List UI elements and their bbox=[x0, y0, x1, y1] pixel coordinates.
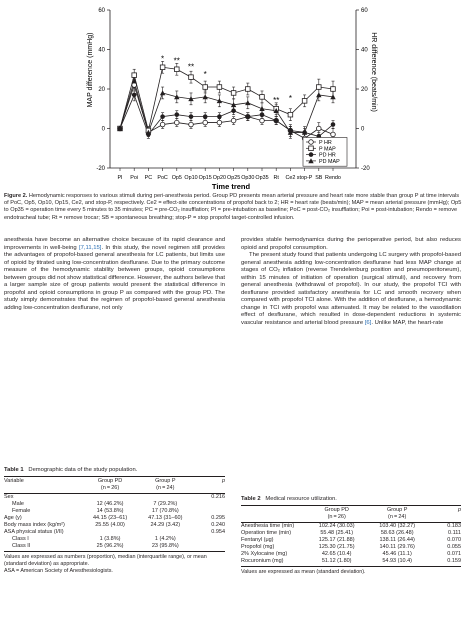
y-tick-label: 40 bbox=[98, 47, 105, 54]
table-cell-p-value: 0.183 bbox=[447, 523, 461, 529]
y2-tick-label: 40 bbox=[361, 47, 368, 54]
significance-marker: * bbox=[161, 54, 165, 64]
table-cell-label: Rocuronium (mg) bbox=[241, 558, 307, 567]
table-row bbox=[4, 494, 225, 502]
legend-marker bbox=[309, 140, 314, 145]
legend-label: PD MAP bbox=[319, 158, 340, 165]
table-cell-label: Male bbox=[12, 501, 24, 507]
table-cell-group-pd: 25.55 (4.00) bbox=[95, 522, 125, 528]
table-cell-group-pd: 14 (53.8%) bbox=[96, 508, 124, 514]
data-point bbox=[175, 67, 180, 72]
y2-tick-label: -20 bbox=[361, 166, 370, 173]
table-cell-group-p: 17 (70.8%) bbox=[151, 508, 179, 514]
significance-marker: ** bbox=[187, 62, 195, 72]
series-line bbox=[120, 81, 333, 132]
x-tick-label: Op15 bbox=[198, 175, 212, 181]
table-cell-group-p: 47.13 (31–60) bbox=[148, 515, 183, 521]
table-cell-group-pd: 102.24 (30.03) bbox=[318, 523, 355, 529]
table-cell-group-pd: 125.17 (21.88) bbox=[318, 537, 355, 543]
data-point bbox=[317, 126, 322, 131]
data-point bbox=[203, 120, 208, 125]
table-cell-group-p: 140.11 (29.76) bbox=[379, 544, 415, 550]
table-row bbox=[4, 543, 225, 552]
figure-caption bbox=[4, 193, 462, 222]
significance-marker: * bbox=[288, 93, 292, 103]
x-tick-label: PI bbox=[117, 175, 123, 181]
x-tick-label: stop-P bbox=[296, 175, 313, 181]
table-row bbox=[4, 501, 225, 508]
table-cell-group-p: 23 (95.8%) bbox=[137, 543, 194, 552]
table-title: Table 2 Medical resource utilization. bbox=[241, 496, 337, 502]
table-cell-group-p: 54.93 (10.4) bbox=[366, 558, 428, 567]
data-point bbox=[260, 95, 265, 100]
data-point bbox=[288, 112, 293, 117]
series-line bbox=[120, 67, 333, 130]
table-header: Group P bbox=[366, 506, 428, 515]
table-cell-p-value: 0.071 bbox=[447, 551, 461, 557]
chart-legend bbox=[303, 138, 347, 167]
data-point bbox=[132, 83, 137, 88]
data-point bbox=[274, 118, 279, 123]
significance-marker: * bbox=[203, 70, 207, 80]
table-cell-p-value: 0.159 bbox=[428, 558, 461, 567]
table-cell-group-pd: 1 (3.8%) bbox=[99, 536, 121, 542]
table-footnote: ASA = American Society of Anesthesiologists. bbox=[4, 567, 113, 574]
data-point bbox=[189, 114, 194, 119]
body-paragraph: provides stable hemodynamics during the perioperative period, but also reduces opioid and propofol consumption. bbox=[241, 237, 461, 251]
legend-marker bbox=[309, 152, 314, 157]
table-row bbox=[241, 551, 461, 558]
table-row bbox=[4, 536, 225, 543]
table-cell-group-p: 45.46 (11.1) bbox=[382, 551, 412, 557]
figure-label: Figure 2. bbox=[4, 193, 28, 199]
table-cell-p-value: 0.240 bbox=[211, 522, 225, 528]
table-cell-group-pd: 44.15 (23–61) bbox=[92, 515, 128, 521]
data-point bbox=[302, 99, 307, 104]
table-row bbox=[4, 522, 225, 529]
legend-marker bbox=[309, 146, 314, 151]
x-tick-label: Op20 bbox=[212, 175, 226, 181]
table-cell-group-p: 24.29 (3.42) bbox=[150, 522, 181, 528]
table-cell-group-p: 103.40 (32.27) bbox=[379, 523, 416, 529]
x-tick-label: Op35 bbox=[255, 175, 269, 181]
table-cell-group-pd: 12 (46.2%) bbox=[96, 501, 124, 507]
data-point bbox=[217, 114, 222, 119]
table-row bbox=[241, 537, 461, 544]
y2-tick-label: 60 bbox=[361, 8, 368, 15]
table-cell-group-pd: 51.12 (1.80) bbox=[307, 558, 366, 567]
table-footnote: Values are expressed as mean (standard deviation). bbox=[241, 569, 366, 575]
table-cell-group-p: 58.63 (26.48) bbox=[380, 530, 414, 536]
table-row bbox=[241, 523, 461, 531]
y-axis-label: MAP difference (mmHg) bbox=[87, 32, 94, 108]
table-cell-group-p: 1 (4.2%) bbox=[154, 536, 176, 542]
y-tick-label: -20 bbox=[96, 166, 105, 173]
data-point bbox=[331, 132, 336, 137]
table-cell-group-pd bbox=[84, 494, 137, 502]
data-point bbox=[160, 90, 165, 95]
data-point bbox=[160, 65, 165, 70]
table-cell-p-value bbox=[194, 501, 225, 508]
data-point bbox=[231, 118, 236, 123]
table-cell-label: 2% Xylocaine (mg) bbox=[241, 551, 288, 557]
table-cell-label: Propofol (mg) bbox=[241, 544, 275, 550]
x-tick-label: PoC bbox=[157, 175, 168, 181]
table-cell-p-value bbox=[194, 543, 225, 552]
data-point bbox=[260, 118, 265, 123]
table-cell-p-value: 0.954 bbox=[211, 529, 225, 535]
data-point bbox=[189, 122, 194, 127]
figure-2-chart bbox=[0, 0, 466, 192]
y2-axis-label: HR difference (beats/min) bbox=[370, 32, 377, 112]
data-point bbox=[175, 112, 180, 117]
y2-tick-label: 0 bbox=[361, 126, 365, 133]
table-cell-p-value: 0.070 bbox=[447, 537, 461, 543]
x-tick-label: Op30 bbox=[241, 175, 255, 181]
table-row bbox=[4, 529, 225, 536]
table-cell-label: Age (y) bbox=[4, 515, 22, 521]
y-tick-label: 0 bbox=[101, 126, 105, 133]
table-cell-group-p: 138.11 (26.44) bbox=[379, 537, 415, 543]
table-cell-group-pd: 125.30 (21.75) bbox=[318, 544, 355, 550]
table-cell-group-p bbox=[137, 529, 194, 536]
table-cell-label: Sex bbox=[4, 494, 14, 500]
data-point bbox=[189, 75, 194, 80]
data-point bbox=[331, 87, 336, 92]
table-header: Group PD bbox=[84, 477, 137, 486]
table-row bbox=[4, 515, 225, 522]
table-cell-group-p: 7 (29.2%) bbox=[153, 501, 178, 507]
table-cell-label: Female bbox=[12, 508, 31, 514]
data-point bbox=[160, 122, 165, 127]
data-point bbox=[231, 91, 236, 96]
x-tick-label: Op25 bbox=[227, 175, 241, 181]
x-tick-label: Op5 bbox=[171, 175, 182, 181]
table-cell-label: Body mass index (kg/m²) bbox=[4, 522, 65, 528]
citation-link[interactable]: [7,11,15] bbox=[78, 244, 102, 251]
body-column-right bbox=[241, 237, 461, 328]
body-paragraph: anesthesia have become an alternative choice because of its rapid clearance and improvements in well-being [7,11,15]. In this study, the novel regimen still provides the advantages of propofol-based general anesthesia for LC patients, but limits use of opioid by titrated using low-concentration desflurane. Due to the primary outcome measure of the hemodynamic stability between groups, opioid consumptions between groups did not show statistical difference. However, the authors believe that a larger sample size of group patients would present the statistical difference in propofol and opioid consumptions in group P as compared with the group PD. The study simply demonstrates that the regimen of propofol-based general anesthesia adding low-concentration desflurane, not only bbox=[4, 237, 225, 311]
data-point bbox=[132, 93, 137, 98]
data-point bbox=[203, 85, 208, 90]
table-cell-p-value: 0.295 bbox=[211, 515, 225, 521]
table-cell-p-value: 0.111 bbox=[448, 530, 461, 536]
data-point bbox=[331, 122, 336, 127]
y-tick-label: 60 bbox=[98, 8, 105, 15]
legend-label: PD HR bbox=[319, 152, 336, 159]
table-header: Group P bbox=[137, 477, 194, 486]
data-point bbox=[317, 85, 322, 90]
table-cell-label: Class II bbox=[4, 543, 84, 552]
data-point bbox=[245, 100, 250, 105]
x-tick-label: Rt bbox=[273, 175, 279, 181]
legend-label: P MAP bbox=[319, 146, 336, 153]
y2-tick-label: 20 bbox=[361, 87, 368, 94]
citation-link[interactable]: [6] bbox=[364, 320, 372, 327]
data-point bbox=[132, 73, 137, 78]
table-cell-label: Operation time (min) bbox=[241, 530, 292, 536]
x-tick-label: Rendo bbox=[325, 175, 341, 181]
legend-label: P HR bbox=[319, 140, 332, 146]
data-point bbox=[217, 85, 222, 90]
data-point bbox=[203, 94, 208, 99]
x-tick-label: SB bbox=[315, 175, 323, 181]
data-point bbox=[246, 114, 251, 119]
body-column-left bbox=[4, 237, 225, 312]
figure-caption-text: Hemodynamic responses to various stimuli during peri-anesthesia period. Group PD presents mean arterial pressure and heart rate more stable than group P at time intervals of PoC, Op5, Op10, Op15, Ce2, and stop-P, respectively. Ce2 = effect-site concentrations of propofol back to 2; HR = heart rate (beats/min); MAP = mean arterial pressure (mmHg); Op5 to Op35 = operation time every 5 minutes to 35 minutes; PC = pre-CO₂ insufflation; PI = pre-intubation as baseline; PoC = post-CO₂ insufflation; Poi = post-intubation; Rendo = remove endotracheal tube; Rt = remove trocar; SB = spontaneous breathing; stop-P = stop propofol target-controlled infusion. bbox=[4, 193, 462, 221]
table-1: Table 1 Demographic data of the study population. Variable Group PD Group P p (n = 26) (n = 24) Sex 0.216 Male 12 (46.2%) 7 (29.2%) Female 14 (53.8%) 17 (70.8%) Age (y) 44.15 (23–61) 47.13 (31–60) 0.295 Body mass index (kg/m²) 25.55 (4.00) 24.29 (3.42) 0.240 ASA physical status (I/II) 0.954 Class I 1 (3.8%) 1 (4.2%) Class II 25 (96.2%) 23 (95.8%) Values are expressed as numbers (proportion), median (interquartile range), or mean (standard deviation) as appropriate. ASA = American Society of Anesthesiologists. bbox=[4, 467, 225, 574]
data-point bbox=[260, 112, 265, 117]
table-header: p bbox=[428, 506, 461, 515]
table-header: Variable bbox=[4, 477, 84, 486]
data-point bbox=[259, 106, 264, 111]
table-cell-p-value: 0.216 bbox=[211, 494, 225, 500]
table-cell-group-pd bbox=[84, 529, 137, 536]
data-point bbox=[246, 87, 251, 92]
table-cell-group-pd: 25 (96.2%) bbox=[84, 543, 137, 552]
table-row bbox=[241, 530, 461, 537]
table-cell-label: Fentanyl (μg) bbox=[241, 537, 274, 543]
data-point bbox=[203, 114, 208, 119]
table-row bbox=[4, 508, 225, 515]
data-point bbox=[231, 108, 236, 113]
table-footnote: Values are expressed as numbers (proportion), median (interquartile range), or mean (standard deviation) as appropriate. bbox=[4, 554, 207, 567]
table-cell-label: Anesthesia time (min) bbox=[241, 523, 295, 529]
x-axis-label: Time trend bbox=[211, 182, 251, 191]
body-paragraph: The present study found that patients undergoing LC surgery with propofol-based general anesthesia adding low-concentration desflurane had less MAP change at stages of CO₂ inflation (reverse Trendelenburg position and pneumoperitoneum), within 15 minutes of initiation of operation (surgical stimuli), and recovery from general anesthesia (withdrawal of propofol). In our study, the propofol TCI with desflurane provided satisfactory anesthesia for LC and smooth recovery when compared with propofol TCI alone. With the addition of desflurane, a hemodynamic change in TCI with propofol was attenuated. It may be related to the vasodilation effect of desflurane, which resulted in dose-dependent reductions in systemic vascular resistance and arterial blood pressure [6]. Unlike MAP, the heart-rate bbox=[241, 252, 461, 327]
table-cell-p-value: 0.055 bbox=[447, 544, 461, 550]
table-title: Table 1 Demographic data of the study population. bbox=[4, 467, 138, 473]
table-cell-p-value bbox=[194, 536, 225, 543]
data-point bbox=[316, 92, 321, 97]
table-header: p bbox=[194, 477, 225, 486]
table-header: Group PD bbox=[307, 506, 366, 515]
x-tick-label: Ce2 bbox=[285, 175, 296, 181]
table-row bbox=[241, 544, 461, 551]
significance-marker: ** bbox=[173, 56, 180, 66]
y-tick-label: 20 bbox=[98, 87, 105, 94]
table-cell-label: ASA physical status (I/II) bbox=[4, 529, 64, 535]
table-cell-p-value bbox=[194, 508, 225, 515]
table-cell-group-p bbox=[137, 494, 194, 502]
data-point bbox=[160, 114, 165, 119]
table-row bbox=[241, 558, 461, 567]
table-2: Table 2 Medical resource utilization. Group PD Group P p (n = 26) (n = 24) Anesthesia time (min) 102.24 (30.03) 103.40 (32.27) 0.183 Operation time (min) 55.48 (25.41) 58.63 (26.48) 0.111 Fentanyl (μg) 125.17 (21.88) 138.11 (26.44) 0.070 Propofol (mg) 125.30 (21.75) 140.11 (29.76) 0.055 2% Xylocaine (mg) 42.65 (10.4) 45.46 (11.1) 0.071 Rocuronium (mg) 51.12 (1.80) 54.93 (10.4) 0.159 Values are expressed as mean (standard deviation). bbox=[241, 496, 461, 575]
data-point bbox=[217, 120, 222, 125]
table-cell-group-pd: 55.48 (25.41) bbox=[320, 530, 354, 536]
x-tick-label: Poi bbox=[130, 175, 139, 181]
x-tick-label: Op10 bbox=[184, 175, 198, 181]
x-tick-label: PC bbox=[144, 175, 153, 181]
table-cell-label: Class I bbox=[12, 536, 29, 542]
significance-marker: ** bbox=[273, 95, 280, 105]
data-point bbox=[175, 120, 180, 125]
table-cell-group-pd: 42.65 (10.4) bbox=[321, 551, 352, 557]
